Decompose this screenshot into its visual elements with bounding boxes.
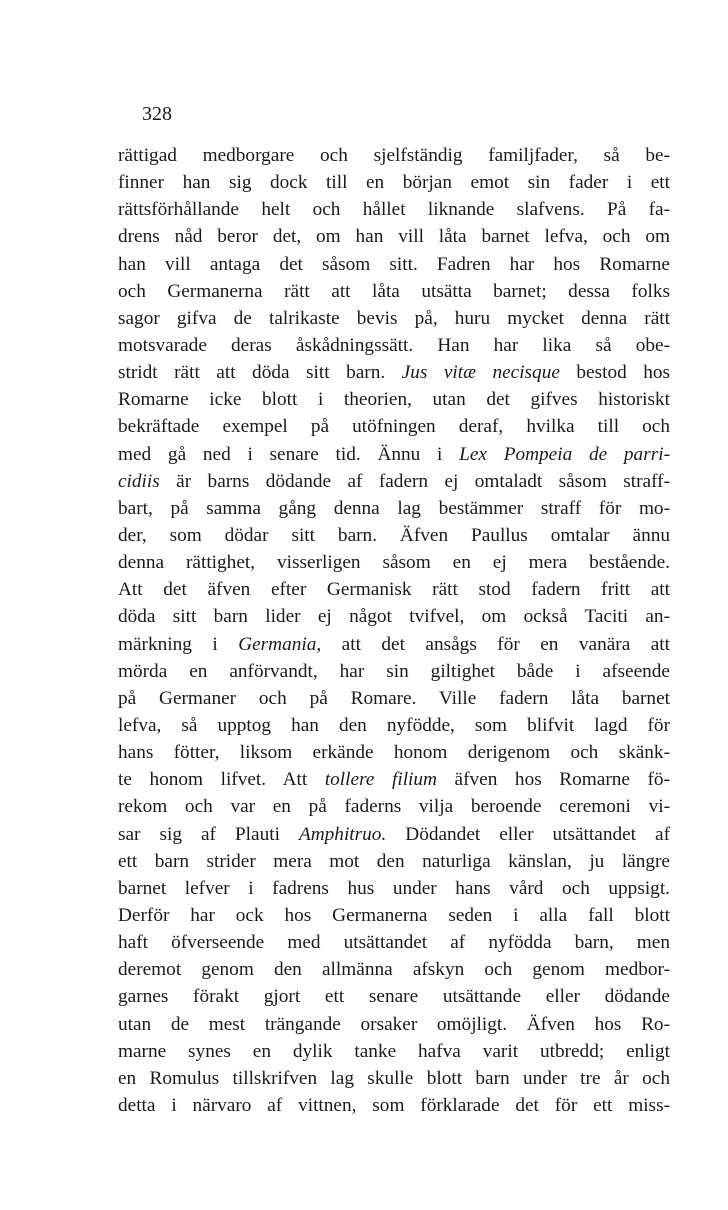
text-line [118,305,670,332]
text-line [118,386,670,413]
text-run: garnes förakt gjort ett senare utsättande eller dödande [118,986,670,1008]
italic-text: Lex Pompeia de parri- [459,443,670,465]
italic-text: cidiis [118,470,160,492]
italic-text: tollere filium [324,769,437,791]
text-line [118,359,670,386]
text-run: äfven hos Romarne fö- [436,769,670,791]
text-line [118,793,670,820]
text-line [118,929,670,956]
text-run: finner han sig dock till en början emot sin fader i ett [118,172,670,194]
text-run: bestod hos [559,362,670,384]
text-run: haft öfverseende med utsättandet af nyfödda barn, men [118,932,670,954]
text-line [118,875,670,902]
text-run: en Romulus tillskrifven lag skulle blott barn under tre år och [118,1067,670,1089]
text-line [118,142,670,169]
text-run: rättsförhållande helt och hållet liknande slafvens. På fa- [118,199,670,221]
text-run: bart, på samma gång denna lag bestämmer straff för mo- [118,497,670,519]
text-run: ett barn strider mera mot den naturliga känslan, ju längre [118,850,670,872]
text-run: deremot genom den allmänna afskyn och genom medbor- [118,959,670,981]
text-run: te honom lifvet. Att [118,769,325,791]
text-run: utan de mest trängande orsaker omöjligt. Äfven hos Ro- [118,1013,670,1035]
text-run: Dödandet eller utsättandet af [386,823,670,845]
text-line [118,169,670,196]
italic-text: Jus vitæ necisque [401,362,560,384]
text-line [118,522,670,549]
text-line [118,1011,670,1038]
text-line [118,251,670,278]
text-run: drens nåd beror det, om han vill låta barnet lefva, och om [118,226,670,248]
text-line [118,1038,670,1065]
text-line [118,766,670,793]
text-line [118,848,670,875]
text-run: detta i närvaro af vittnen, som förklarade det för ett miss- [118,1094,670,1116]
text-run: på Germaner och på Romare. Ville fadern låta barnet [118,687,670,709]
text-run: bekräftade exempel på utöfningen deraf, hvilka till och [118,416,670,438]
page-number: 328 [142,103,172,125]
text-line [118,468,670,495]
text-run: stridt rätt att döda sitt barn. [118,362,402,384]
text-line [118,821,670,848]
text-line [118,549,670,576]
text-run: motsvarade deras åskådningssätt. Han har lika så obe- [118,334,670,356]
text-line [118,1092,670,1119]
text-run: hans fötter, liksom erkände honom derigenom och skänk- [118,742,670,764]
text-run: Att det äfven efter Germanisk rätt stod fadern fritt att [118,579,670,601]
text-line [118,658,670,685]
text-line [118,576,670,603]
italic-text: Germania, [238,633,322,655]
text-run: marne synes en dylik tanke hafva varit utbredd; enligt [118,1040,670,1062]
text-run: Romarne icke blott i theorien, utan det gifves historiskt [118,389,670,411]
text-line [118,223,670,250]
text-line [118,983,670,1010]
body-text [118,142,670,1119]
text-line [118,413,670,440]
italic-text: Amphitruo. [298,823,387,845]
text-line [118,685,670,712]
text-line [118,902,670,929]
text-line [118,441,670,468]
text-run: märkning i [118,633,239,655]
text-run: barnet lefver i fadrens hus under hans vård och uppsigt. [118,877,670,899]
text-line [118,603,670,630]
text-run: denna rättighet, visserligen såsom en ej mera bestående. [118,552,670,574]
text-run: rekom och var en på faderns vilja beroende ceremoni vi- [118,796,670,818]
text-run: är barns dödande af fadern ej omtaladt såsom straff- [159,470,670,492]
text-run: der, som dödar sitt barn. Äfven Paullus omtalar ännu [118,524,670,546]
text-run: mörda en anförvandt, har sin giltighet både i afseende [118,660,670,682]
text-line [118,739,670,766]
text-run: lefva, så upptog han den nyfödde, som blifvit lagd för [118,714,670,736]
text-line [118,631,670,658]
text-line [118,278,670,305]
text-line [118,956,670,983]
text-run: döda sitt barn lider ej något tvifvel, om också Taciti an- [118,606,670,628]
text-run: Derför har ock hos Germanerna seden i alla fall blott [118,904,670,926]
text-line [118,712,670,739]
text-run: rättigad medborgare och sjelfständig familjfader, så be- [118,145,670,166]
text-run: med gå ned i senare tid. Ännu i [118,443,460,465]
text-line [118,196,670,223]
text-run: han vill antaga det såsom sitt. Fadren har hos Romarne [118,253,670,275]
text-run: sar sig af Plauti [118,823,299,845]
text-run: sagor gifva de talrikaste bevis på, huru mycket denna rätt [118,307,670,329]
text-line [118,1065,670,1092]
text-run: och Germanerna rätt att låta utsätta barnet; dessa folks [118,280,670,302]
text-line [118,495,670,522]
text-run: att det ansågs för en vanära att [321,633,670,655]
text-line [118,332,670,359]
